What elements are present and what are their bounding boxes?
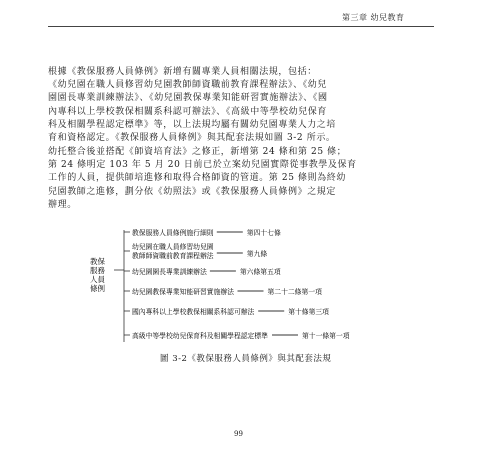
- regulation-diagram: [80, 222, 380, 347]
- text-line: 根據《教保服務人員條例》新增有關專業人員相關法規，包括：: [48, 67, 317, 77]
- page-number: 99: [234, 430, 243, 438]
- article-reference: 第六條第五項: [239, 268, 281, 276]
- text-line: 科及相關學程認定標準》等，以上法規均屬有關幼兒園專業人力之培: [48, 119, 337, 130]
- text-line: 幼托整合後並搭配《師資培育法》之修正，新增第 24 條和第 25 條；: [48, 147, 347, 157]
- regulation-name: 國內專科以上學校教保相關系科認可辦法: [132, 308, 255, 316]
- diagram-root-label: [90, 256, 105, 293]
- article-reference: 第四十七條: [246, 229, 281, 237]
- text-line: 育和資格認定。《教保服務人員條例》與其配套法規如圖 3-2 所示。: [48, 133, 336, 144]
- branch-3: [124, 267, 281, 276]
- text-line: 兒園教師之進修，劃分依《幼照法》或《教保服務人員條例》之規定: [48, 186, 337, 197]
- regulation-name: 高級中等學校幼兒保育科及相關學程認定標準: [132, 332, 268, 340]
- text-line: 第 24 條明定 103 年 5 月 20 日前已於立案幼兒園實際從事教學及保育: [48, 160, 357, 171]
- article-reference: 第十條第三項: [288, 308, 329, 316]
- regulation-name: 幼兒園教保專業知能研習實施辦法: [132, 288, 234, 296]
- text-line: 辦理。: [48, 199, 77, 210]
- branch-6: [124, 331, 350, 340]
- branch-4: [124, 287, 322, 296]
- root-label-line: 服務: [90, 266, 105, 275]
- article-reference: 第十一條第一項: [302, 332, 350, 340]
- article-reference: 第九條: [246, 250, 268, 258]
- branch-5: [124, 307, 329, 316]
- regulation-name: 教保服務人員條例施行細則: [132, 229, 214, 237]
- regulation-name: 幼兒園在職人員修習幼兒園: [132, 243, 214, 251]
- root-label-line: 人員: [90, 275, 105, 284]
- text-line: 《幼兒園在職人員修習幼兒園教師師資職前教育課程辦法》、《幼兒: [48, 80, 328, 91]
- diagram-branches: [124, 228, 350, 340]
- paragraph-1: [48, 66, 336, 145]
- paragraph-2: [48, 146, 357, 212]
- regulation-name: 幼兒園園長專業訓練辦法: [132, 268, 207, 276]
- text-line: 工作的人員，提供師培進修和取得合格師資的管道。第 25 條則為終幼: [48, 173, 346, 184]
- article-reference: 第二十二條第一項: [267, 288, 322, 296]
- regulation-name: 教師師資職前教育課程辦法: [132, 252, 214, 260]
- header-rule: [48, 26, 434, 27]
- branch-2: [124, 242, 267, 260]
- root-label-line: 條例: [90, 284, 105, 293]
- text-line: 內專科以上學校教保相關系科認可辦法》、《高級中等學校幼兒保育: [48, 106, 328, 117]
- figure-caption: 圖 3-2《教保服務人員條例》與其配套法規: [160, 354, 332, 364]
- running-header: 第三章 幼兒教育: [342, 13, 405, 22]
- text-line: 園園長專業訓練辦法》、《幼兒園教保專業知能研習實施辦法》、《國: [48, 93, 328, 104]
- root-label-line: 教保: [90, 257, 105, 266]
- branch-1: [124, 228, 281, 237]
